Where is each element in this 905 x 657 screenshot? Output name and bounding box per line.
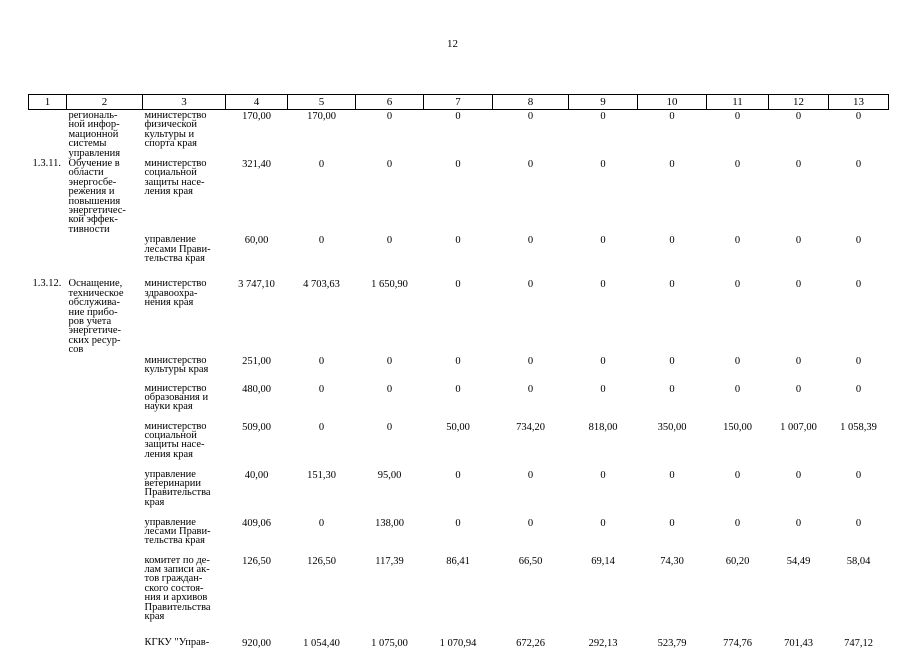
row-number xyxy=(29,421,67,469)
column-header-1: 1 xyxy=(29,95,67,110)
amount-cell-col-9: 292,13 xyxy=(588,637,618,649)
amount-cell-col-13: 0 xyxy=(855,159,862,171)
amount-cell-col-11: 0 xyxy=(734,111,741,122)
amount-cell-col-6: 117,39 xyxy=(375,555,404,567)
amount-cell-col-9: 0 xyxy=(600,111,606,122)
table-row xyxy=(29,555,889,637)
amount-cell-col-12: 0 xyxy=(795,279,802,291)
amount-cell-col-8: 0 xyxy=(527,355,534,367)
amount-cell-col-6: 0 xyxy=(386,111,393,122)
activity-name: Обучение в области энергосбе- режения и повышения энергетичес- кой эффек- тивности xyxy=(68,158,126,235)
amount-cell-col-4: 126,50 xyxy=(242,555,271,567)
table-header xyxy=(29,95,889,110)
activity-name xyxy=(67,355,143,383)
amount-cell-col-10: 0 xyxy=(669,235,675,247)
table-row xyxy=(29,517,889,555)
amount-cell-col-11: 0 xyxy=(734,517,741,529)
amount-cell-col-12: 0 xyxy=(795,235,802,247)
amount-cell-col-13: 58,04 xyxy=(846,555,871,567)
amount-cell-col-13: 0 xyxy=(855,279,862,291)
amount-cell-col-6: 0 xyxy=(386,421,393,433)
amount-cell-col-12: 0 xyxy=(795,383,802,395)
row-number xyxy=(29,383,67,421)
column-header-12: 12 xyxy=(769,95,829,110)
amount-cell-col-6: 0 xyxy=(386,159,393,171)
amount-cell-col-9: 0 xyxy=(600,355,606,367)
amount-cell-col-7: 0 xyxy=(455,159,461,171)
amount-cell-col-13: 0 xyxy=(855,111,862,122)
executor-name: министерство социальной защиты насе- ления края xyxy=(144,158,207,198)
column-header-8: 8 xyxy=(493,95,569,110)
column-header-9: 9 xyxy=(569,95,638,110)
row-number xyxy=(29,469,67,517)
amount-cell-col-8: 0 xyxy=(527,159,534,171)
amount-cell-col-5: 0 xyxy=(318,421,325,433)
column-header-11: 11 xyxy=(707,95,769,110)
amount-cell-col-12: 0 xyxy=(795,469,802,481)
amount-cell-col-4: 170,00 xyxy=(242,111,271,122)
table-row xyxy=(29,110,889,159)
column-header-6: 6 xyxy=(356,95,424,110)
amount-cell-col-6: 0 xyxy=(386,235,393,247)
amount-cell-col-4: 920,00 xyxy=(242,637,271,649)
amount-cell-col-5: 4 703,63 xyxy=(303,279,340,291)
amount-cell-col-4: 60,00 xyxy=(244,235,269,247)
executor-name: управление ветеринарии Правительства края xyxy=(144,468,211,508)
amount-cell-col-5: 0 xyxy=(318,159,325,171)
row-number: 1.3.12. xyxy=(32,278,62,290)
amount-cell-col-6: 1 075,00 xyxy=(371,637,408,649)
row-number xyxy=(29,234,67,278)
activity-name: региональ- ной инфор- мационной системы управления xyxy=(68,110,121,159)
amount-cell-col-10: 0 xyxy=(669,111,675,122)
table-row xyxy=(29,278,889,354)
amount-cell-col-8: 734,20 xyxy=(516,421,545,433)
amount-cell-col-13: 0 xyxy=(855,383,862,395)
activity-name: Оснащение, техническое обслужива- ние прибо- ров учета энергетиче- ских ресур- сов xyxy=(68,278,124,356)
amount-cell-col-10: 0 xyxy=(669,355,675,367)
activity-name xyxy=(67,383,143,421)
table-row xyxy=(29,234,889,278)
amount-cell-col-4: 40,00 xyxy=(244,469,269,481)
amount-cell-col-5: 0 xyxy=(318,355,325,367)
amount-cell-col-9: 0 xyxy=(600,159,606,171)
amount-cell-col-10: 523,79 xyxy=(657,637,687,649)
amount-cell-col-13: 0 xyxy=(855,469,862,481)
amount-cell-col-9: 0 xyxy=(600,469,606,481)
amount-cell-col-8: 0 xyxy=(527,279,534,291)
amount-cell-col-7: 0 xyxy=(455,355,461,367)
amount-cell-col-13: 1 058,39 xyxy=(840,421,877,433)
budget-table xyxy=(28,94,889,657)
amount-cell-col-9: 0 xyxy=(600,517,606,529)
amount-cell-col-7: 0 xyxy=(455,235,461,247)
executor-name: министерство здравоохра- нения края xyxy=(144,278,207,309)
activity-name xyxy=(67,421,143,469)
table-row xyxy=(29,421,889,469)
column-header-10: 10 xyxy=(638,95,707,110)
amount-cell-col-6: 1 650,90 xyxy=(371,279,408,291)
amount-cell-col-4: 3 747,10 xyxy=(238,279,275,291)
amount-cell-col-4: 480,00 xyxy=(242,383,271,395)
column-header-4: 4 xyxy=(226,95,288,110)
amount-cell-col-8: 66,50 xyxy=(518,555,543,567)
amount-cell-col-9: 818,00 xyxy=(588,421,618,433)
amount-cell-col-5: 170,00 xyxy=(307,111,336,122)
amount-cell-col-13: 0 xyxy=(855,355,862,367)
amount-cell-col-5: 0 xyxy=(318,517,325,529)
amount-cell-col-8: 0 xyxy=(527,111,534,122)
activity-name xyxy=(67,469,143,517)
amount-cell-col-11: 0 xyxy=(734,235,741,247)
amount-cell-col-7: 0 xyxy=(455,111,461,122)
column-header-13: 13 xyxy=(829,95,889,110)
column-header-3: 3 xyxy=(143,95,226,110)
table-row xyxy=(29,158,889,234)
amount-cell-col-11: 0 xyxy=(734,159,741,171)
amount-cell-col-7: 86,41 xyxy=(446,555,470,567)
amount-cell-col-11: 150,00 xyxy=(723,421,752,433)
row-number xyxy=(29,110,67,159)
table-body xyxy=(29,110,889,657)
executor-name: министерство образования и науки края xyxy=(144,382,209,413)
table-row xyxy=(29,469,889,517)
amount-cell-col-10: 74,30 xyxy=(660,555,684,567)
amount-cell-col-4: 321,40 xyxy=(242,159,271,171)
amount-cell-col-11: 0 xyxy=(734,355,741,367)
amount-cell-col-9: 0 xyxy=(600,383,606,395)
amount-cell-col-7: 50,00 xyxy=(446,421,470,433)
amount-cell-col-11: 60,20 xyxy=(725,555,750,567)
row-number xyxy=(29,555,67,637)
column-header-5: 5 xyxy=(288,95,356,110)
amount-cell-col-12: 0 xyxy=(795,355,802,367)
page-number: 12 xyxy=(447,38,458,50)
row-number: 1.3.11. xyxy=(32,158,61,170)
amount-cell-col-7: 0 xyxy=(455,469,461,481)
activity-name xyxy=(67,234,143,278)
amount-cell-col-10: 0 xyxy=(669,279,675,291)
amount-cell-col-5: 1 054,40 xyxy=(303,637,340,649)
executor-name: управление лесами Прави- тельства края xyxy=(144,516,211,547)
amount-cell-col-11: 0 xyxy=(734,383,741,395)
amount-cell-col-11: 774,76 xyxy=(723,637,752,649)
activity-name xyxy=(67,517,143,555)
amount-cell-col-10: 0 xyxy=(669,383,675,395)
amount-cell-col-12: 54,49 xyxy=(786,555,811,567)
amount-cell-col-9: 69,14 xyxy=(591,555,615,567)
amount-cell-col-10: 0 xyxy=(669,517,675,529)
amount-cell-col-5: 151,30 xyxy=(307,469,336,481)
column-header-2: 2 xyxy=(67,95,143,110)
column-header-7: 7 xyxy=(424,95,493,110)
amount-cell-col-13: 0 xyxy=(855,517,862,529)
header-row xyxy=(29,95,889,110)
executor-name: министерство физической культуры и спорта края xyxy=(144,110,207,150)
executor-name: КГКУ "Управ- xyxy=(144,636,210,648)
amount-cell-col-4: 251,00 xyxy=(242,355,271,367)
executor-name: комитет по де- лам записи ак- тов граждан- ского состоя- ния и архивов Правительства края xyxy=(144,554,211,622)
amount-cell-col-8: 672,26 xyxy=(516,637,545,649)
amount-cell-col-7: 1 070,94 xyxy=(439,637,477,649)
amount-cell-col-7: 0 xyxy=(455,517,461,529)
amount-cell-col-5: 0 xyxy=(318,235,325,247)
amount-cell-col-12: 1 007,00 xyxy=(780,421,817,433)
amount-cell-col-9: 0 xyxy=(600,279,606,291)
amount-cell-col-8: 0 xyxy=(527,383,534,395)
executor-name: министерство социальной защиты насе- ления края xyxy=(144,420,207,460)
row-number xyxy=(29,517,67,555)
amount-cell-col-4: 509,00 xyxy=(242,421,271,433)
amount-cell-col-13: 747,12 xyxy=(844,637,873,649)
amount-cell-col-11: 0 xyxy=(734,469,741,481)
amount-cell-col-9: 0 xyxy=(600,235,606,247)
amount-cell-col-6: 0 xyxy=(386,383,393,395)
table-row xyxy=(29,355,889,383)
amount-cell-col-12: 0 xyxy=(795,517,802,529)
row-number xyxy=(29,355,67,383)
amount-cell-col-10: 350,00 xyxy=(657,421,687,433)
executor-name: управление лесами Прави- тельства края xyxy=(144,234,211,265)
amount-cell-col-7: 0 xyxy=(455,279,461,291)
amount-cell-col-13: 0 xyxy=(855,235,862,247)
amount-cell-col-10: 0 xyxy=(669,469,675,481)
amount-cell-col-12: 0 xyxy=(795,111,802,122)
amount-cell-col-8: 0 xyxy=(527,517,534,529)
amount-cell-col-5: 0 xyxy=(318,383,325,395)
executor-name: министерство культуры края xyxy=(144,354,209,375)
amount-cell-col-4: 409,06 xyxy=(242,517,271,529)
amount-cell-col-8: 0 xyxy=(527,469,534,481)
amount-cell-col-10: 0 xyxy=(669,159,675,171)
amount-cell-col-6: 0 xyxy=(386,355,393,367)
amount-cell-col-7: 0 xyxy=(455,383,461,395)
amount-cell-col-6: 138,00 xyxy=(375,517,404,529)
amount-cell-col-6: 95,00 xyxy=(377,469,402,481)
amount-cell-col-11: 0 xyxy=(734,279,741,291)
table-row xyxy=(29,383,889,421)
amount-cell-col-5: 126,50 xyxy=(307,555,336,567)
amount-cell-col-8: 0 xyxy=(527,235,534,247)
amount-cell-col-12: 0 xyxy=(795,159,802,171)
amount-cell-col-12: 701,43 xyxy=(784,637,813,649)
activity-name xyxy=(67,555,143,637)
